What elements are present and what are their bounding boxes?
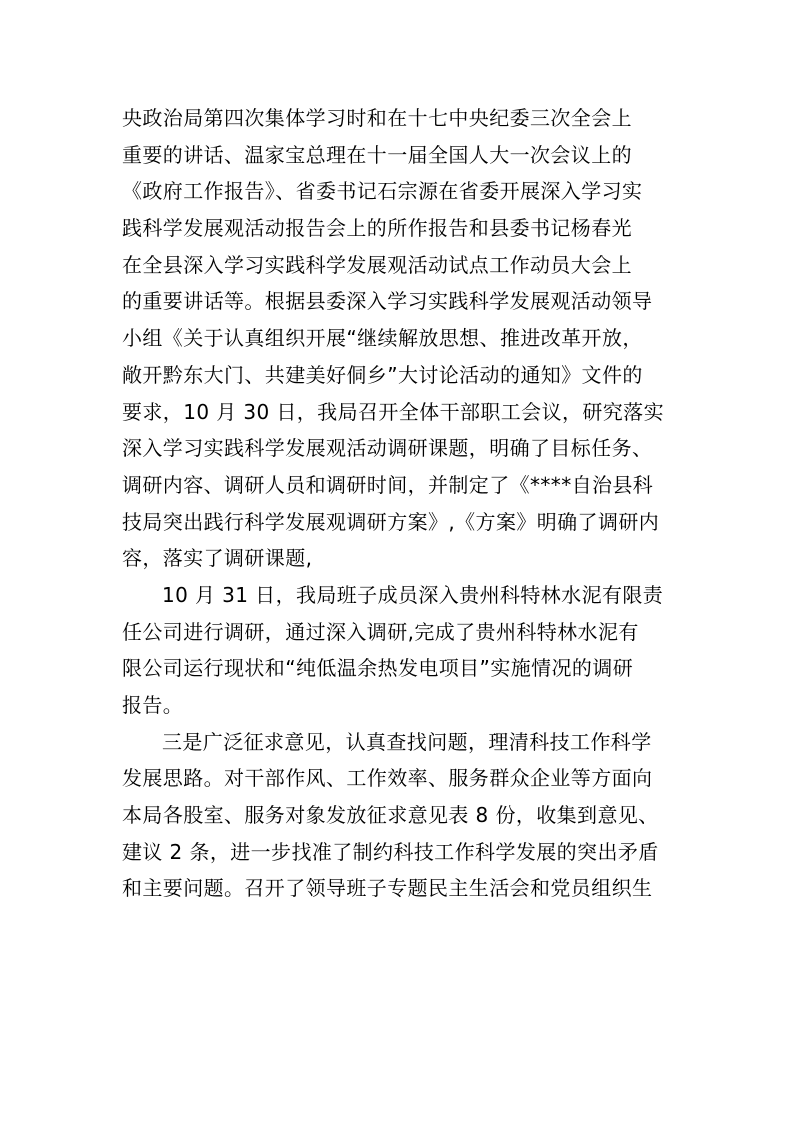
text-line: 限公司运行现状和“纯低温余热发电项目”实施情况的调研 <box>122 656 634 681</box>
text-line: 的重要讲话等。根据县委深入学习实践科学发展观活动领导 <box>122 289 653 314</box>
text-line: 任公司进行调研，通过深入调研,完成了贵州科特林水泥有 <box>122 619 639 644</box>
paragraph-start-line: 10 月 31 日，我局班子成员深入贵州科特林水泥有限责 <box>162 582 664 607</box>
text-line: 小组《关于认真组织开展“继续解放思想、推进改革开放， <box>122 326 643 351</box>
text-line: 在全县深入学习实践科学发展观活动试点工作动员大会上 <box>122 252 632 277</box>
text-line: 发展思路。对干部作风、工作效率、服务群众企业等方面向 <box>122 766 653 791</box>
text-line: 要求，10 月 30 日，我局召开全体干部职工会议，研究落实 <box>122 399 664 424</box>
text-line: 《政府工作报告》、省委书记石宗源在省委开展深入学习实 <box>122 179 643 204</box>
text-line: 建议 2 条，进一步找准了制约科技工作科学发展的突出矛盾 <box>122 839 659 864</box>
text-line: 本局各股室、服务对象发放征求意见表 8 份，收集到意见、 <box>122 803 659 828</box>
text-line: 敞开黔东大门、共建美好侗乡”大讨论活动的通知》文件的 <box>122 362 643 387</box>
text-line: 容，落实了调研课题, <box>122 546 313 571</box>
text-line: 报告。 <box>122 693 184 717</box>
text-line: 调研内容、调研人员和调研时间，并制定了《****自治县科 <box>122 472 654 497</box>
text-line: 央政治局第四次集体学习时和在十七中央纪委三次全会上 <box>122 106 632 130</box>
body-text <box>122 100 682 907</box>
text-line: 和主要问题。召开了领导班子专题民主生活会和党员组织生 <box>122 876 653 901</box>
text-line: 重要的讲话、温家宝总理在十一届全国人大一次会议上的 <box>122 142 632 167</box>
paragraph-start-line: 三是广泛征求意见，认真查找问题，理清科技工作科学 <box>162 729 652 754</box>
text-line: 践科学发展观活动报告会上的所作报告和县委书记杨春光 <box>122 216 632 241</box>
text-line: 深入学习实践科学发展观活动调研课题，明确了目标任务、 <box>122 436 653 461</box>
text-line: 技局突出践行科学发展观调研方案》,《方案》明确了调研内 <box>122 509 660 534</box>
